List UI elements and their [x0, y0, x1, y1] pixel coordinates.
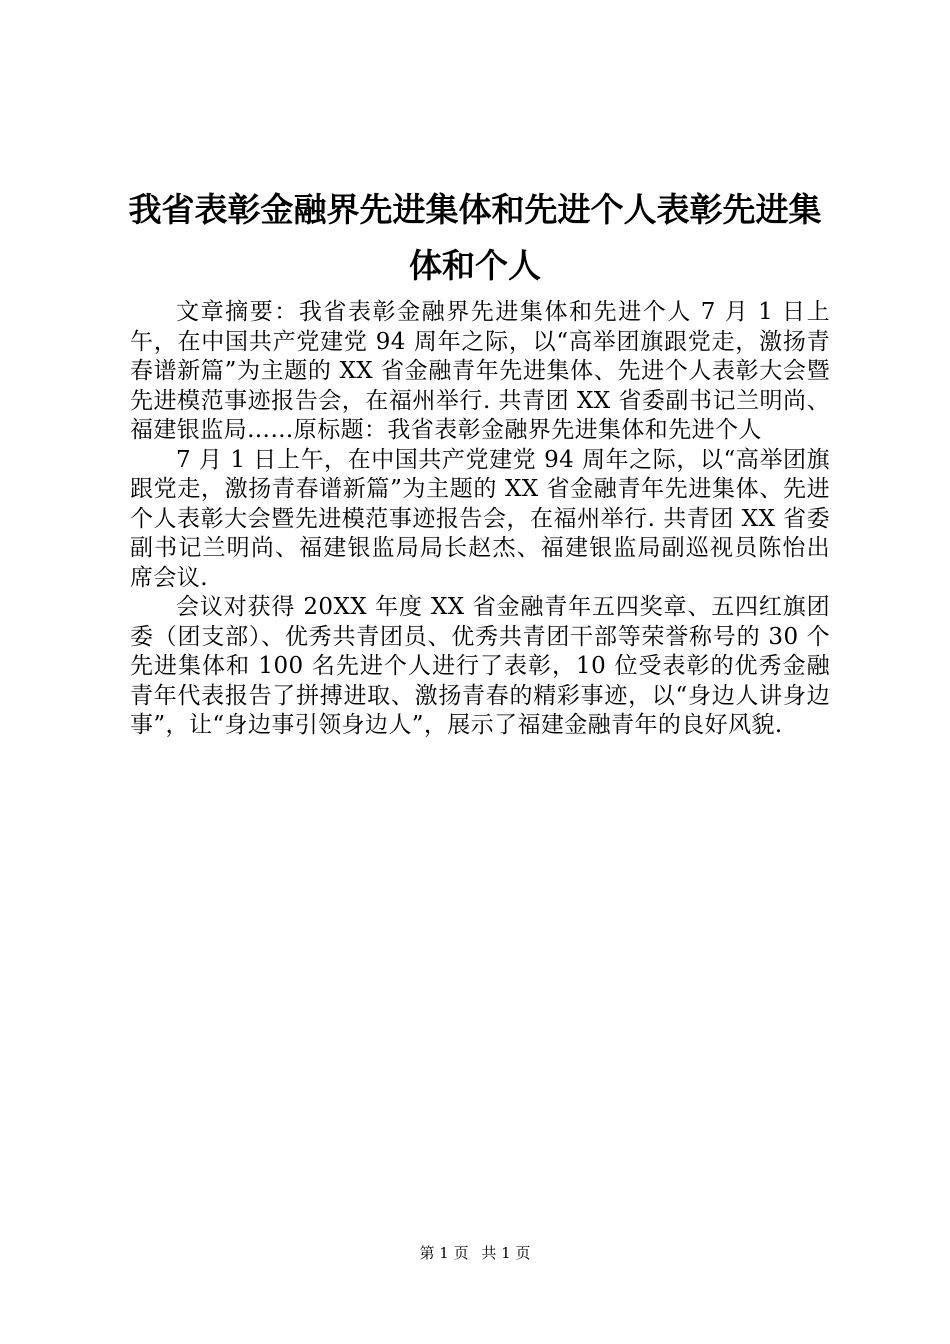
page-total: 共 1 页 [481, 1244, 531, 1262]
paragraph-summary: 文章摘要：我省表彰金融界先进集体和先进个人 7 月 1 日上午，在中国共产党建党 94 周年之际，以“高举团旗跟党走，激扬青春谱新篇”为主题的 XX 省金融青年先进集体、先进个人表彰大会暨先进模范事迹报告会，在福州举行. 共青团 XX 省委副书记兰明尚、福建银监局……原标题：我省表彰金融界先进集体和先进个人 [130, 299, 830, 443]
paragraph-awards: 会议对获得 20XX 年度 XX 省金融青年五四奖章、五四红旗团委（团支部）、优秀共青团员、优秀共青团干部等荣誉称号的 30 个先进集体和 100 名先进个人进行了表彰，10 位受表彰的优秀金融青年代表报告了拼搏进取、激扬青春的精彩事迹，以“身边人讲身边事”，让“身边事引领身边人”，展示了福建金融青年的良好风貌. [130, 594, 830, 738]
document-title: 我省表彰金融界先进集体和先进个人表彰先进集体和个人 [128, 190, 822, 285]
paragraph-event: 7 月 1 日上午，在中国共产党建党 94 周年之际，以“高举团旗跟党走，激扬青春谱新篇”为主题的 XX 省金融青年先进集体、先进个人表彰大会暨先进模范事迹报告会，在福州举行. 共青团 XX 省委副书记兰明尚、福建银监局局长赵杰、福建银监局副巡视员陈怡出席会议. [130, 446, 830, 591]
document-body [130, 298, 830, 741]
page-number: 第 1 页 [419, 1244, 469, 1262]
page-footer [0, 1243, 950, 1263]
